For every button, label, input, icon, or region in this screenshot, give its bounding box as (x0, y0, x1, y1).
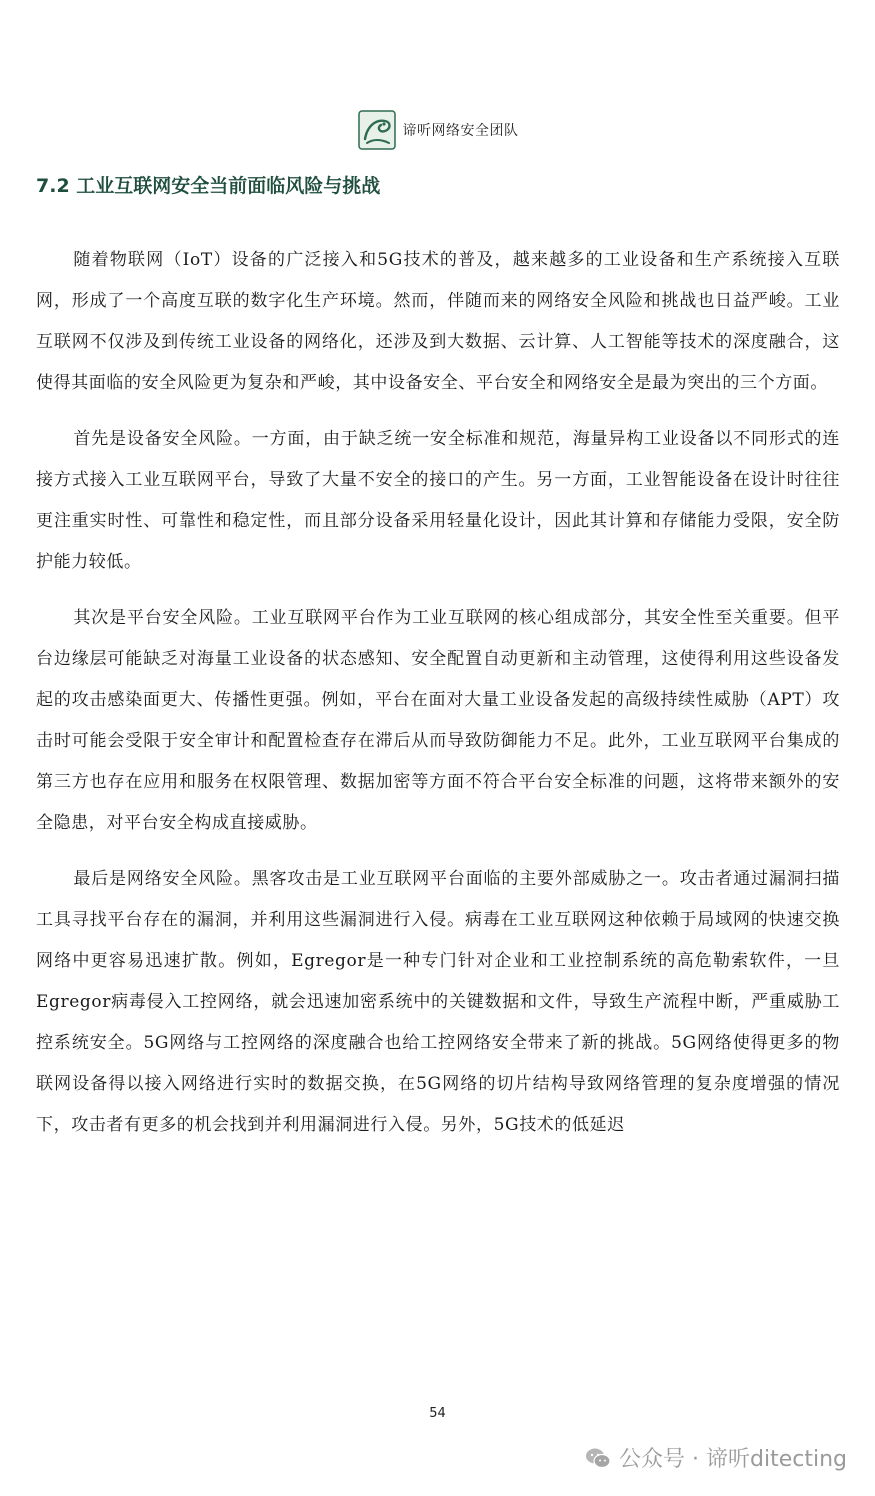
paragraph-platform-security: 其次是平台安全风险。工业互联网平台作为工业互联网的核心组成部分，其安全性至关重要。但平台边缘层可能缺乏对海量工业设备的状态感知、安全配置自动更新和主动管理，这使得利用这些设备发起的攻击感染面更大、传播性更强。例如，平台在面对大量工业设备发起的高级持续性威胁（APT）攻击时可能会受限于安全审计和配置检查存在滞后从而导致防御能力不足。此外，工业互联网平台集成的第三方也存在应用和服务在权限管理、数据加密等方面不符合平台安全标准的问题，这将带来额外的安全隐患，对平台安全构成直接威胁。 (36, 608, 840, 833)
body-text (36, 240, 840, 1161)
paragraph-network-security: 最后是网络安全风险。黑客攻击是工业互联网平台面临的主要外部威胁之一。攻击者通过漏洞扫描工具寻找平台存在的漏洞，并利用这些漏洞进行入侵。病毒在工业互联网这种依赖于局域网的快速交换网络中更容易迅速扩散。例如，Egregor是一种专门针对企业和工业控制系统的高危勒索软件，一旦Egregor病毒侵入工控网络，就会迅速加密系统中的关键数据和文件，导致生产流程中断，严重威胁工控系统安全。5G网络与工控网络的深度融合也给工控网络安全带来了新的挑战。5G网络使得更多的物联网设备得以接入网络进行实时的数据交换，在5G网络的切片结构导致网络管理的复杂度增强的情况下，攻击者有更多的机会找到并利用漏洞进行入侵。另外，5G技术的低延迟 (36, 869, 840, 1135)
paragraph-device-security: 首先是设备安全风险。一方面，由于缺乏统一安全标准和规范，海量异构工业设备以不同形式的连接方式接入工业互联网平台，导致了大量不安全的接口的产生。另一方面，工业智能设备在设计时往往更注重实时性、可靠性和稳定性，而且部分设备采用轻量化设计，因此其计算和存储能力受限，安全防护能力较低。 (36, 429, 840, 572)
team-logo-icon (357, 109, 397, 151)
paragraph-intro: 随着物联网（IoT）设备的广泛接入和5G技术的普及，越来越多的工业设备和生产系统接入互联网，形成了一个高度互联的数字化生产环境。然而，伴随而来的网络安全风险和挑战也日益严峻。工业互联网不仅涉及到传统工业设备的网络化，还涉及到大数据、云计算、人工智能等技术的深度融合，这使得其面临的安全风险更为复杂和严峻，其中设备安全、平台安全和网络安全是最为突出的三个方面。 (36, 250, 840, 393)
page-number: 54 (429, 1406, 446, 1421)
page-header (0, 108, 875, 152)
watermark (585, 1442, 847, 1473)
header-title: 谛听网络安全团队 (402, 123, 519, 139)
wechat-icon (585, 1447, 611, 1469)
watermark-text: 公众号 · 谛听ditecting (619, 1447, 847, 1472)
section-title: 7.2 工业互联网安全当前面临风险与挑战 (36, 175, 381, 197)
